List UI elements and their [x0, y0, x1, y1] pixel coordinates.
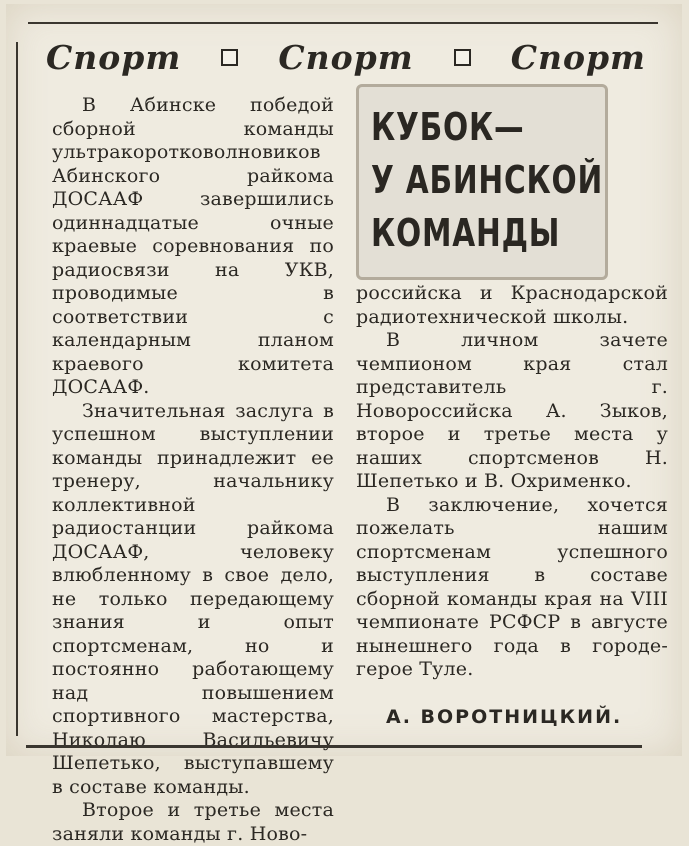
article-column-right	[356, 282, 668, 682]
bottom-rule	[26, 745, 642, 748]
article-paragraph: В заключение, хочется пожелать нашим спортсменам успешного выступления в составе сборной команды края на VIII чемпионате РСФСР в августе нынешнего года в городе-герое Туле.	[356, 493, 668, 680]
square-ornament-icon	[221, 49, 238, 66]
rubric-word-1: Спорт	[46, 37, 182, 77]
headline-line-1: КУБОК—	[371, 105, 525, 149]
headline-line-2: У АБИНСКОЙ	[371, 158, 604, 202]
square-ornament-icon	[454, 49, 471, 66]
headline-line-3: КОМАНДЫ	[371, 211, 561, 255]
newspaper-clipping	[6, 4, 682, 845]
left-rule	[16, 42, 18, 736]
article-paragraph: Второе и третье места заняли команды г. Ново-	[52, 799, 334, 845]
article-column-left	[52, 94, 334, 846]
article-paragraph: Значительная заслуга в успешном выступлении команды принадлежит ее тренеру, начальнику коллективной радиостанции райкома ДОСААФ, человеку влюбленному в свое дело, не только передающему знания и опыт спортсменам, но и постоянно работающему над повышением спортивного мастерства, Николаю Васильевичу Шепетько, выступавшему в составе команды.	[52, 399, 334, 798]
headline-box	[356, 84, 608, 280]
rubric-header	[46, 32, 646, 82]
rubric-word-3: Спорт	[510, 37, 646, 77]
author-signature: А. ВОРОТНИЦКИЙ.	[386, 706, 623, 728]
article-paragraph: В личном зачете чемпионом края стал представитель г. Новороссийска А. Зыков, второе и третье места у наших спортсменов Н. Шепетько и В. Охрименко.	[356, 329, 668, 492]
rubric-word-2: Спорт	[278, 37, 414, 77]
article-paragraph: российска и Краснодарской радиотехнической школы.	[356, 282, 668, 328]
top-rule	[28, 22, 658, 24]
article-paragraph: В Абинске победой сборной команды ультракоротковолновиков Абинского райкома ДОСААФ завершились одиннадцатые очные краевые соревнования по радиосвязи на УКВ, проводимые в соответствии с календарным планом краевого комитета ДОСААФ.	[52, 94, 334, 398]
